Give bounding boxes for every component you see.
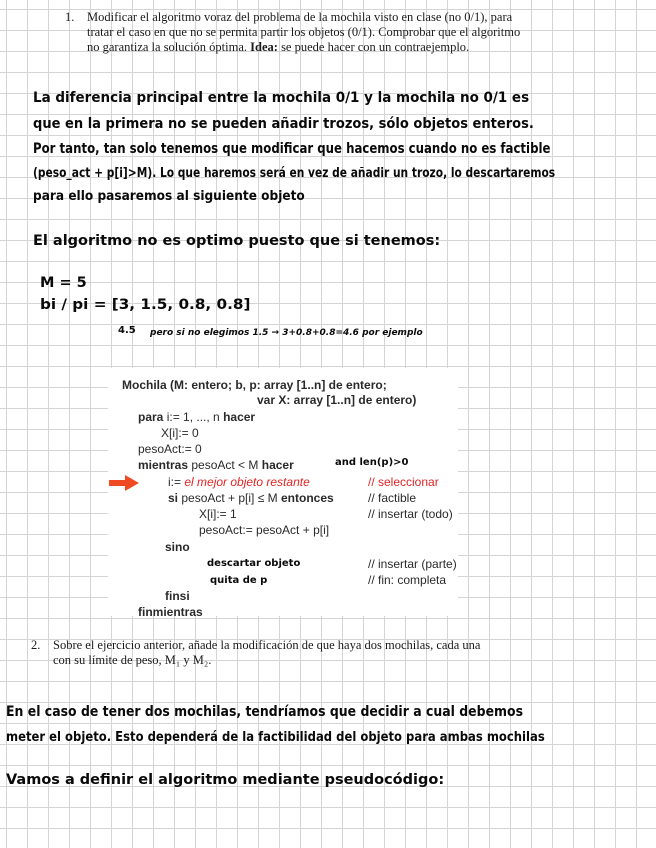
note-counterexample: pero si no elegimos 1.5 → 3+0.8+0.8=4.6 por ejemplo xyxy=(150,328,423,338)
code-hw-remove: quita de p xyxy=(210,575,268,586)
note-line-6: El algoritmo no es optimo puesto que si tenemos: xyxy=(33,233,441,249)
q1-line-1: Modificar el algoritmo voraz del problema de la mochila visto en clase (no 0/1), para xyxy=(87,10,513,24)
code-line-14: finsi xyxy=(165,589,190,603)
code-comment-insert-all: // insertar (todo) xyxy=(368,507,453,521)
code-line-5: pesoAct:= 0 xyxy=(138,442,202,456)
code-hw-and-len: and len(p)>0 xyxy=(335,457,409,468)
code-comment-complete: // fin: completa xyxy=(368,573,447,587)
code-line-1: Mochila (M: entero; b, p: array [1..n] de entero; xyxy=(122,378,387,392)
answer2-line-3: Vamos a definir el algoritmo mediante pseudocódigo: xyxy=(6,772,445,788)
note-line-3: Por tanto, tan solo tenemos que modificar que hacemos cuando no es factible xyxy=(33,141,551,157)
note-line-5: para ello pasaremos al siguiente objeto xyxy=(33,188,305,204)
note-line-4: (peso_act + p[i]>M). Lo que haremos será en vez de añadir un trozo, lo descartaremos xyxy=(33,165,556,181)
code-line-3: para i:= 1, ..., n hacer xyxy=(138,410,256,424)
code-comment-factible: // factible xyxy=(368,491,417,505)
code-line-4: X[i]:= 0 xyxy=(161,426,199,440)
note-capacity: M = 5 xyxy=(40,275,87,291)
code-line-15: finmientras xyxy=(138,605,203,619)
code-line-10: pesoAct:= pesoAct + p[i] xyxy=(199,523,330,537)
red-arrow-icon xyxy=(109,475,139,491)
code-line-8: si pesoAct + p[i] ≤ M entonces xyxy=(168,491,334,505)
note-line-1: La diferencia principal entre la mochila 0/1 y la mochila no 0/1 es xyxy=(33,90,530,106)
code-line-2: var X: array [1..n] de entero) xyxy=(257,393,417,407)
q1-text xyxy=(87,10,607,55)
code-line-11: sino xyxy=(165,540,190,554)
note-ratio-array: bi / pi = [3, 1.5, 0.8, 0.8] xyxy=(40,297,251,313)
q1-line-2: tratar el caso en que no se permita partir los objetos (0/1). Comprobar que el algoritmo xyxy=(87,25,521,39)
note-line-2: que en la primera no se pueden añadir trozos, sólo objetos enteros. xyxy=(33,116,534,132)
code-line-9: X[i]:= 1 xyxy=(199,507,237,521)
code-hw-discard: descartar objeto xyxy=(207,558,301,569)
code-comment-select: // seleccionar xyxy=(368,475,439,489)
q2-number: 2. xyxy=(31,638,41,652)
answer2-line-2: meter el objeto. Esto dependerá de la factibilidad del objeto para ambas mochilas xyxy=(6,729,545,745)
q1-idea-label: Idea: xyxy=(250,40,278,54)
code-comment-insert-part: // insertar (parte) xyxy=(368,557,457,571)
answer2-line-1: En el caso de tener dos mochilas, tendríamos que decidir a cual debemos xyxy=(6,704,524,720)
note-sum: 4.5 xyxy=(118,325,136,336)
q1-line-3: no garantiza la solución óptima. Idea: se puede hacer con un contraejemplo. xyxy=(87,40,470,54)
q2-line-1: Sobre el ejercicio anterior, añade la modificación de que haya dos mochilas, cada una xyxy=(53,638,481,652)
code-line-7: i:= el mejor objeto restante xyxy=(168,475,310,489)
q2-line-2: con su límite de peso, M₁ y M₂. xyxy=(53,653,212,667)
code-line-6: mientras pesoAct < M hacer xyxy=(138,458,294,472)
q2-text xyxy=(53,638,593,668)
best-object-highlight: el mejor objeto restante xyxy=(184,475,310,489)
q1-number: 1. xyxy=(65,10,75,24)
